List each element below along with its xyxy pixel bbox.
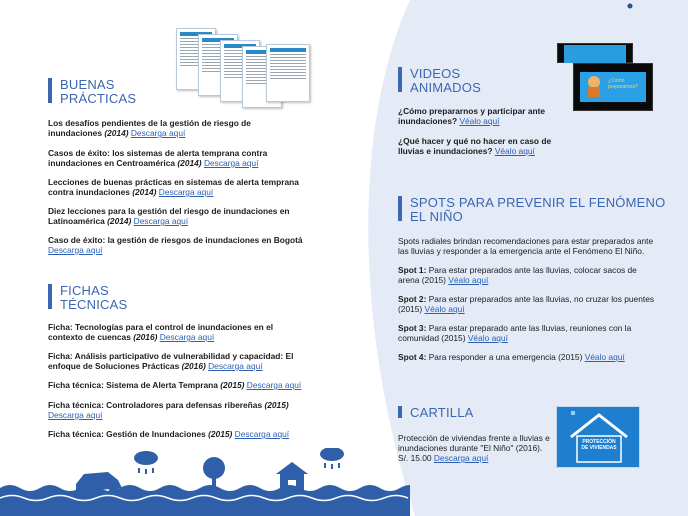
video-caption: ¿Cómo prepararnos? (608, 78, 638, 90)
spot-item: Spot 4: Para responder a una emergencia (2015) Véalo aquí (398, 352, 625, 362)
section-title-cartilla (398, 406, 474, 420)
title-line: TÉCNICAS (60, 297, 128, 312)
download-link[interactable]: Descarga aquí (48, 410, 103, 420)
ficha-item: Ficha: Análisis participativo de vulnerabilidad y capacidad: El enfoque de Soluciones Prácticas (2016) Descarga aquí (48, 351, 294, 371)
download-link[interactable]: Descarga aquí (48, 245, 103, 255)
ficha-item: Ficha: Tecnologías para el control de inundaciones en el contexto de cuencas (2016) Descarga aquí (48, 322, 274, 342)
download-link[interactable]: Descarga aquí (133, 216, 189, 226)
download-link[interactable]: Descarga aquí (158, 187, 214, 197)
download-link[interactable]: Descarga aquí (246, 380, 302, 390)
section-title-spots (398, 196, 665, 224)
title-line: EL NIÑO (410, 209, 463, 224)
watch-link[interactable]: Véalo aquí (584, 352, 625, 362)
ficha-item: Ficha técnica: Gestión de Inundaciones (2015) Descarga aquí (48, 429, 290, 439)
title-line: ANIMADOS (410, 80, 481, 95)
spot-item: Spot 3: Para estar preparado ante las lluvias, reuniones con la comunidad (2015) Véalo aquí (398, 323, 632, 343)
rain-cloud-icon (134, 451, 158, 474)
spot-item: Spot 1: Para estar preparados ante las lluvias, colocar sacos de arena (2015) Véalo aquí (398, 265, 637, 285)
water-waves (0, 485, 410, 516)
title-line: VIDEOS (410, 66, 461, 81)
watch-link[interactable]: Véalo aquí (448, 275, 489, 285)
practice-item: Diez lecciones para la gestión del riesgo de inundaciones en Latinoamérica (2014) Descarga aquí (48, 206, 290, 226)
title-line: BUENAS (60, 77, 115, 92)
watch-link[interactable]: Véalo aquí (424, 304, 465, 314)
video-thumbnail[interactable] (557, 43, 633, 63)
watch-link[interactable]: Véalo aquí (467, 333, 508, 343)
practice-item: Lecciones de buenas prácticas en sistemas de alerta temprana contra inundaciones (2014) Descarga aquí (48, 177, 299, 197)
title-line: CARTILLA (410, 405, 474, 420)
section-title-videos (398, 67, 481, 95)
house-icon (557, 407, 641, 469)
video-item: ¿Qué hacer y qué no hacer en caso de lluvias e inundaciones? Véalo aquí (398, 136, 552, 156)
practice-item: Caso de éxito: la gestión de riesgos de inundaciones en Bogotá Descarga aquí (48, 235, 303, 255)
practice-item: Los desafíos pendientes de la gestión de riesgo de inundaciones (2014) Descarga aquí (48, 118, 251, 138)
spot-item: Spot 2: Para estar preparados ante las lluvias, no cruzar los puentes (2015) Véalo aquí (398, 294, 655, 314)
download-link[interactable]: Descarga aquí (234, 429, 290, 439)
ficha-item: Ficha técnica: Controladores para defensas ribereñas (2015) Descarga aquí (48, 400, 289, 420)
document-thumbnail (266, 44, 310, 102)
video-item: ¿Cómo prepararnos y participar ante inundaciones? Véalo aquí (398, 106, 546, 126)
watch-link[interactable]: Véalo aquí (494, 146, 535, 156)
cartilla-cover-title: PROTECCIÓN DE VIVIENDAS (581, 439, 617, 451)
download-link[interactable]: Descarga aquí (159, 332, 215, 342)
ficha-item: Ficha técnica: Sistema de Alerta Temprana (2015) Descarga aquí (48, 380, 302, 390)
cartilla-item: Protección de viviendas frente a lluvias e inundaciones durante "El Niño" (2016). S/. 15.00 Descarga aquí (398, 433, 550, 463)
watch-link[interactable]: Véalo aquí (459, 116, 500, 126)
title-line: FICHAS (60, 283, 109, 298)
rain-cloud-icon (320, 448, 344, 469)
section-title-buenas-practicas (48, 78, 136, 106)
video-thumbnail[interactable] (573, 63, 653, 111)
title-line: PRÁCTICAS (60, 91, 137, 106)
spots-intro: Spots radiales brindan recomendaciones para estar preparados ante las lluvias y responder a la emergencia ante el Fenómeno El Niño. (398, 236, 654, 256)
practice-item: Casos de éxito: los sistemas de alerta temprana contra inundaciones en Centroamérica (2014) Descarga aquí (48, 148, 268, 168)
title-line: SPOTS PARA PREVENIR EL FENÓMENO (410, 195, 666, 210)
cartilla-cover-thumbnail[interactable] (556, 406, 640, 468)
flood-illustration (0, 448, 410, 516)
section-title-fichas-tecnicas (48, 284, 127, 312)
download-link[interactable]: Descarga aquí (203, 158, 259, 168)
cartoon-character-icon (584, 74, 604, 100)
download-link[interactable]: Descarga aquí (130, 128, 186, 138)
download-link[interactable]: Descarga aquí (433, 453, 489, 463)
download-link[interactable]: Descarga aquí (208, 361, 263, 371)
